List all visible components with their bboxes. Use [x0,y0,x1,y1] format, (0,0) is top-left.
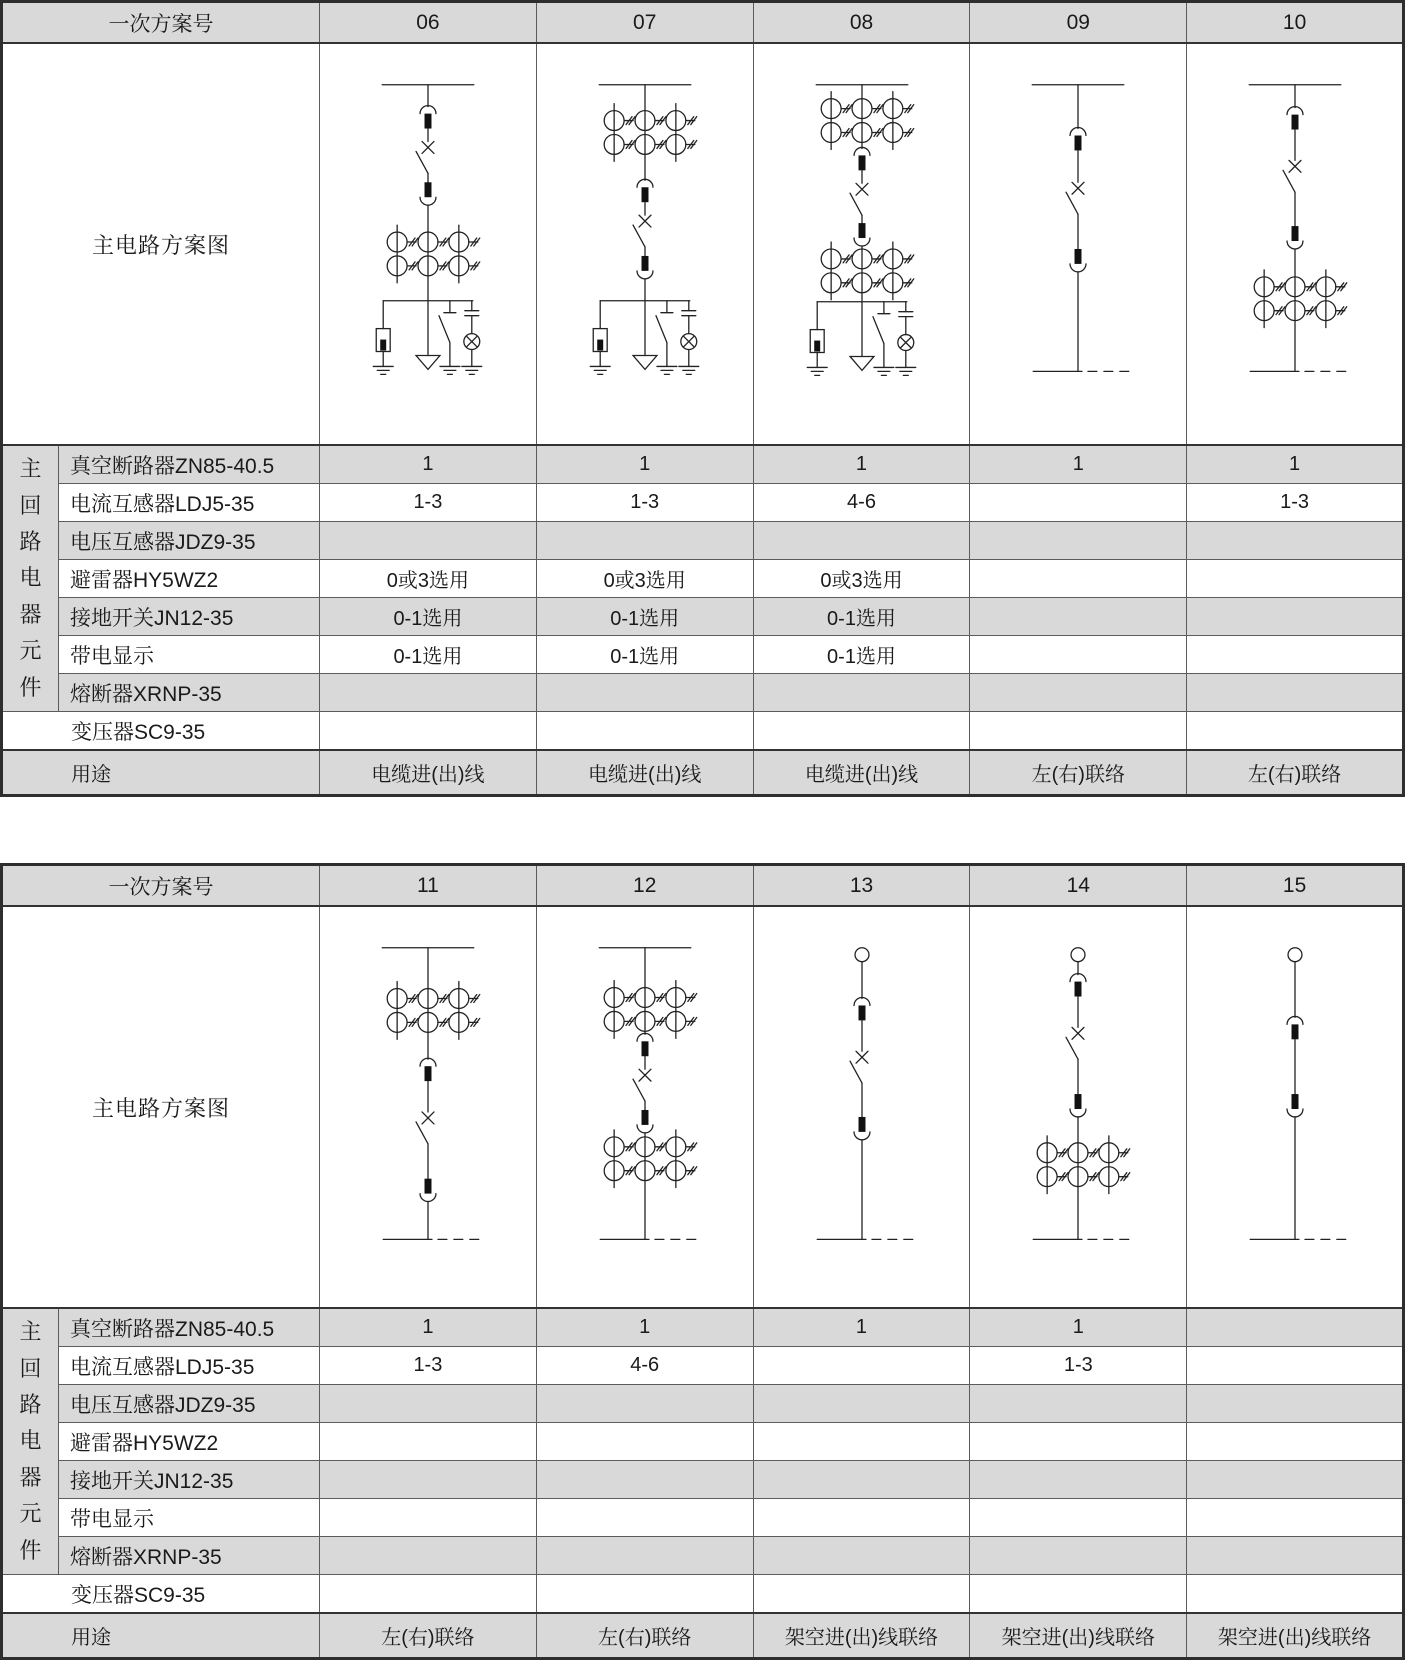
component-value: 0-1选用 [536,636,753,674]
scheme-number-12: 12 [536,865,753,907]
scheme-number-11: 11 [320,865,537,907]
component-value [320,712,537,751]
component-row [2,712,1404,751]
scheme-table-1 [0,0,1405,797]
component-value [1187,674,1404,712]
component-value: 0-1选用 [536,598,753,636]
component-row [2,674,1404,712]
component-value [320,1537,537,1575]
component-value [753,1347,970,1385]
circuit-diagram-15 [1187,907,1403,1307]
diagram-row-label: 主电路方案图 [2,43,320,445]
diagram-cell-13 [753,906,970,1308]
scheme-number-07: 07 [536,2,753,44]
circuit-diagram-12 [537,907,753,1307]
component-value [536,1499,753,1537]
component-row [2,560,1404,598]
component-value [536,1537,753,1575]
component-value [1187,1347,1404,1385]
component-value [536,522,753,560]
usage-value: 架空进(出)线联络 [970,1613,1187,1659]
component-value [536,1575,753,1614]
component-value [1187,560,1404,598]
group-label-char: 器 [19,1464,42,1490]
scheme-number-06: 06 [320,2,537,44]
usage-row [2,750,1404,796]
component-value: 1 [753,1308,970,1347]
table-header-row [2,865,1404,907]
component-value: 0-1选用 [320,598,537,636]
group-label-char: 电 [19,1428,42,1454]
component-value [320,674,537,712]
usage-value: 电缆进(出)线 [320,750,537,796]
component-value: 1-3 [536,484,753,522]
scheme-number-13: 13 [753,865,970,907]
component-value [970,1499,1187,1537]
circuit-diagram-08 [754,44,970,444]
scheme-number-10: 10 [1187,2,1404,44]
component-value: 1-3 [970,1347,1187,1385]
component-value: 1 [536,445,753,484]
table-header-row [2,2,1404,44]
circuit-diagram-09 [970,44,1186,444]
vertical-group-label [2,445,59,712]
usage-value: 电缆进(出)线 [536,750,753,796]
component-value [970,522,1187,560]
usage-value: 架空进(出)线联络 [753,1613,970,1659]
usage-label: 用途 [2,1613,320,1659]
component-value [1187,522,1404,560]
component-value [970,1423,1187,1461]
diagram-cell-12 [536,906,753,1308]
component-value [753,1499,970,1537]
component-value [753,522,970,560]
component-value: 1-3 [320,1347,537,1385]
group-label-char: 电 [19,565,42,591]
group-label-char: 路 [19,1392,42,1418]
component-value [536,674,753,712]
component-label: 电压互感器JDZ9-35 [59,522,320,560]
component-label: 熔断器XRNP-35 [59,674,320,712]
component-value [753,1423,970,1461]
group-label-char: 件 [19,1537,42,1563]
component-value [1187,1575,1404,1614]
scheme-number-08: 08 [753,2,970,44]
diagram-cell-11 [320,906,537,1308]
group-label-char: 主 [19,1319,42,1345]
component-label: 电压互感器JDZ9-35 [59,1385,320,1423]
component-value [536,1461,753,1499]
group-label-char: 主 [19,456,42,482]
scheme-number-15: 15 [1187,865,1404,907]
component-value: 0或3选用 [320,560,537,598]
component-value: 0-1选用 [753,636,970,674]
circuit-diagram-14 [970,907,1186,1307]
scheme-number-header: 一次方案号 [2,865,320,907]
usage-label: 用途 [2,750,320,796]
component-value [320,522,537,560]
component-value: 1 [320,445,537,484]
usage-row [2,1613,1404,1659]
component-value [320,1575,537,1614]
component-label: 熔断器XRNP-35 [59,1537,320,1575]
component-value: 1-3 [1187,484,1404,522]
component-value: 1 [970,445,1187,484]
component-value [970,712,1187,751]
component-value [536,1423,753,1461]
group-label-char: 路 [19,529,42,555]
group-label-char: 元 [19,638,42,664]
scheme-number-14: 14 [970,865,1187,907]
component-value: 0或3选用 [753,560,970,598]
component-value [970,560,1187,598]
usage-value: 架空进(出)线联络 [1187,1613,1404,1659]
component-label: 变压器SC9-35 [2,1575,320,1614]
scheme-number-09: 09 [970,2,1187,44]
component-value [753,712,970,751]
component-value [1187,1499,1404,1537]
component-value [753,1461,970,1499]
component-label: 电流互感器LDJ5-35 [59,1347,320,1385]
circuit-diagram-06 [320,44,536,444]
component-value: 1 [320,1308,537,1347]
component-value [970,674,1187,712]
component-row [2,522,1404,560]
component-value [753,674,970,712]
component-value: 0-1选用 [320,636,537,674]
group-label-char: 回 [19,492,42,518]
diagram-cell-15 [1187,906,1404,1308]
component-value [753,1575,970,1614]
component-value: 1 [536,1308,753,1347]
component-value [1187,1537,1404,1575]
component-value [970,1575,1187,1614]
diagram-cell-06 [320,43,537,445]
component-row [2,445,1404,484]
diagram-row [2,906,1404,1308]
diagram-cell-09 [970,43,1187,445]
usage-value: 左(右)联络 [1187,750,1404,796]
component-value [320,1385,537,1423]
component-row [2,1537,1404,1575]
component-row [2,1575,1404,1614]
component-value: 4-6 [753,484,970,522]
component-value: 1-3 [320,484,537,522]
component-row [2,484,1404,522]
component-value [970,1537,1187,1575]
scheme-table-2 [0,863,1405,1660]
component-value [1187,712,1404,751]
component-row [2,1423,1404,1461]
component-label: 避雷器HY5WZ2 [59,560,320,598]
component-value: 1 [753,445,970,484]
component-value [320,1499,537,1537]
component-value: 0-1选用 [753,598,970,636]
diagram-cell-08 [753,43,970,445]
diagram-cell-10 [1187,43,1404,445]
usage-value: 左(右)联络 [536,1613,753,1659]
component-value [970,1461,1187,1499]
circuit-diagram-11 [320,907,536,1307]
usage-value: 左(右)联络 [320,1613,537,1659]
component-label: 带电显示 [59,636,320,674]
component-row [2,1461,1404,1499]
group-label-char: 器 [19,601,42,627]
circuit-diagram-13 [754,907,970,1307]
component-label: 真空断路器ZN85-40.5 [59,445,320,484]
component-value [320,1461,537,1499]
group-label-char: 件 [19,674,42,700]
component-value [970,636,1187,674]
diagram-cell-14 [970,906,1187,1308]
scheme-number-header: 一次方案号 [2,2,320,44]
component-row [2,1499,1404,1537]
component-value [536,1385,753,1423]
component-value [970,598,1187,636]
component-value [536,712,753,751]
usage-value: 电缆进(出)线 [753,750,970,796]
group-label-char: 回 [19,1355,42,1381]
component-label: 接地开关JN12-35 [59,598,320,636]
component-value [753,1385,970,1423]
component-label: 真空断路器ZN85-40.5 [59,1308,320,1347]
component-row [2,598,1404,636]
component-label: 避雷器HY5WZ2 [59,1423,320,1461]
vertical-group-label [2,1308,59,1575]
component-row [2,1347,1404,1385]
component-value: 4-6 [536,1347,753,1385]
component-value [1187,1423,1404,1461]
circuit-diagram-10 [1187,44,1403,444]
component-value [1187,1308,1404,1347]
component-label: 变压器SC9-35 [2,712,320,751]
component-label: 电流互感器LDJ5-35 [59,484,320,522]
component-value [1187,1385,1404,1423]
circuit-diagram-07 [537,44,753,444]
component-value [970,484,1187,522]
usage-value: 左(右)联络 [970,750,1187,796]
diagram-row [2,43,1404,445]
component-label: 带电显示 [59,1499,320,1537]
group-label-char: 元 [19,1501,42,1527]
component-row [2,636,1404,674]
component-row [2,1308,1404,1347]
component-value [1187,598,1404,636]
diagram-cell-07 [536,43,753,445]
component-value [753,1537,970,1575]
component-value: 0或3选用 [536,560,753,598]
component-value: 1 [970,1308,1187,1347]
component-value [970,1385,1187,1423]
component-value [1187,636,1404,674]
component-label: 接地开关JN12-35 [59,1461,320,1499]
component-value [1187,1461,1404,1499]
component-value: 1 [1187,445,1404,484]
component-row [2,1385,1404,1423]
component-value [320,1423,537,1461]
diagram-row-label: 主电路方案图 [2,906,320,1308]
